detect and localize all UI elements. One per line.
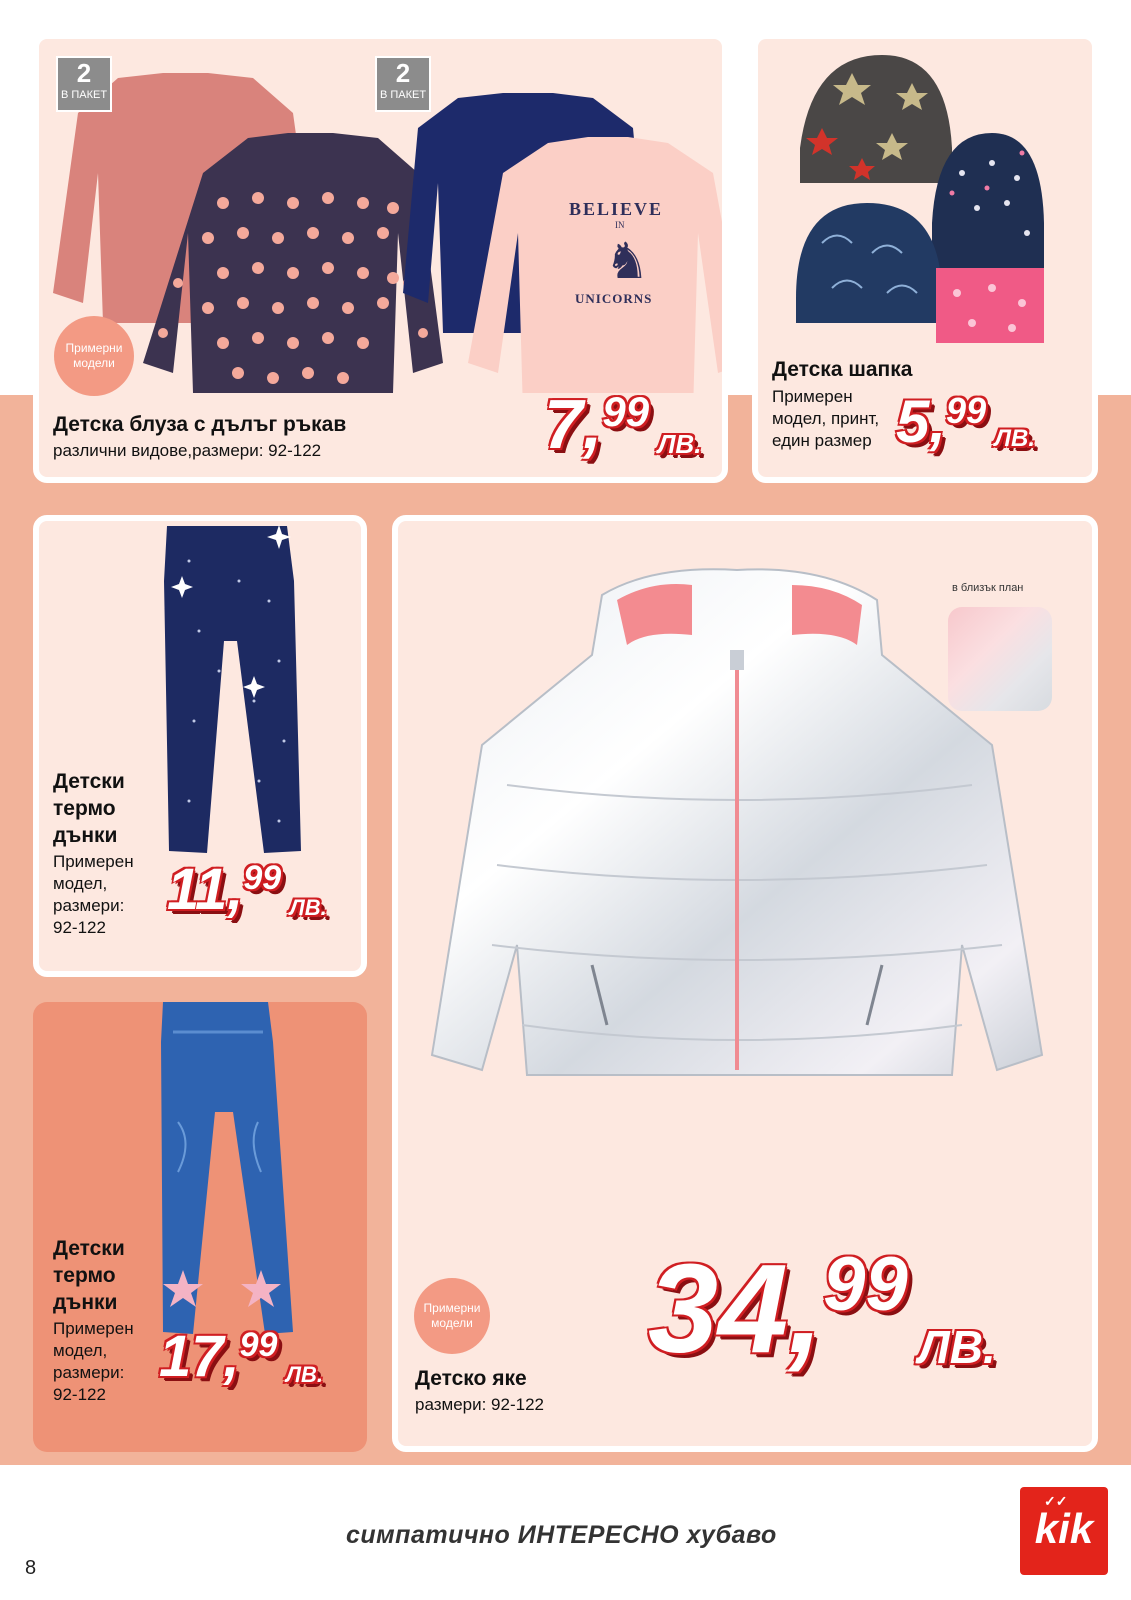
jacket-price <box>648 1238 996 1379</box>
star-jeans-title-line2: термо <box>53 1264 116 1287</box>
blouse-price <box>544 385 702 463</box>
closeup-label: в близък план <box>952 582 1024 594</box>
price-integer: 17 <box>159 1324 224 1389</box>
thermo-jeans-title-line1: Детски <box>53 770 125 793</box>
kik-logo[interactable] <box>1020 1487 1108 1575</box>
price-currency: ЛВ. <box>657 429 702 459</box>
thermo-jeans-title-line2: термо <box>53 797 116 820</box>
price-integer: 11 <box>167 857 228 922</box>
price-comma: , <box>929 388 947 455</box>
price-comma: , <box>223 1324 240 1389</box>
price-currency: ЛВ. <box>285 1362 324 1387</box>
jacket-title: Детско яке <box>415 1367 527 1390</box>
pack-text: В ПАКЕТ <box>60 89 108 101</box>
price-comma: , <box>788 1238 824 1379</box>
price-currency: ЛВ. <box>289 895 327 920</box>
hat-panel[interactable] <box>752 33 1098 483</box>
price-integer: 5 <box>896 388 930 455</box>
page-number: 8 <box>25 1557 37 1579</box>
tee-print-top: BELIEVE <box>569 199 664 219</box>
star-jeans-desc-line2: модел, <box>53 1341 108 1360</box>
footer-slogan: симпатично ИНТЕРЕСНО хубаво <box>346 1521 777 1549</box>
hat-desc-line1: Примерен <box>772 387 853 406</box>
price-comma: , <box>582 385 603 463</box>
tee-print-bottom: UNICORNS <box>575 291 653 306</box>
unicorn-icon: ♞ <box>604 233 650 289</box>
logo-check-icon: ✓✓ <box>1044 1493 1068 1509</box>
hat-price <box>896 388 1036 455</box>
price-currency: ЛВ. <box>918 1321 996 1373</box>
example-models-badge: Примерни модели <box>54 316 134 396</box>
price-decimal: 99 <box>823 1242 908 1327</box>
hat-desc-line2: модел, принт, <box>772 409 880 428</box>
thermo-jeans-desc-line2: модел, <box>53 874 108 893</box>
price-integer: 34 <box>648 1238 789 1379</box>
hat-illustration <box>752 33 1098 343</box>
thermo-jeans-desc-line4: 92-122 <box>53 918 106 937</box>
thermo-jeans-desc-line3: размери: <box>53 896 125 915</box>
pack-badge-1 <box>56 56 112 112</box>
price-comma: , <box>227 857 244 922</box>
star-jeans-title-line3: дънки <box>53 1291 118 1314</box>
price-decimal: 99 <box>946 390 987 431</box>
star-jeans-panel[interactable] <box>33 1002 367 1452</box>
price-decimal: 99 <box>239 1326 278 1364</box>
star-jeans-price <box>159 1326 323 1388</box>
pack-badge-2 <box>375 56 431 112</box>
pack-count: 2 <box>76 58 92 88</box>
star-jeans-desc-line4: 92-122 <box>53 1385 106 1404</box>
pack-count: 2 <box>395 58 411 88</box>
tee-print-mid: IN <box>615 220 625 230</box>
jacket-desc: размери: 92-122 <box>415 1395 544 1414</box>
star-jeans-title-line1: Детски <box>53 1237 125 1260</box>
hat-desc-line3: един размер <box>772 431 872 450</box>
example-models-badge: Примерни модели <box>414 1278 490 1354</box>
price-currency: ЛВ. <box>994 425 1036 452</box>
thermo-jeans-desc-line1: Примерен <box>53 852 134 871</box>
jacket-panel[interactable] <box>392 515 1098 1452</box>
pack-text: В ПАКЕТ <box>379 89 427 101</box>
star-jeans-desc-line1: Примерен <box>53 1319 134 1338</box>
star-jeans-desc-line3: размери: <box>53 1363 125 1382</box>
thermo-jeans-price <box>167 859 327 921</box>
thermo-jeans-panel[interactable] <box>33 515 367 977</box>
price-decimal: 99 <box>243 859 282 897</box>
hat-title: Детска шапка <box>772 358 913 381</box>
thermo-jeans-title-line3: дънки <box>53 824 118 847</box>
blouse-desc: различни видове,размери: 92-122 <box>53 441 322 460</box>
price-decimal: 99 <box>602 388 650 435</box>
closeup-image <box>948 607 1052 711</box>
price-integer: 7 <box>544 385 583 463</box>
blouse-panel[interactable] <box>33 33 728 483</box>
blouse-title: Детска блуза с дълъг ръкав <box>53 413 347 436</box>
logo-text: kik <box>1034 1505 1094 1552</box>
